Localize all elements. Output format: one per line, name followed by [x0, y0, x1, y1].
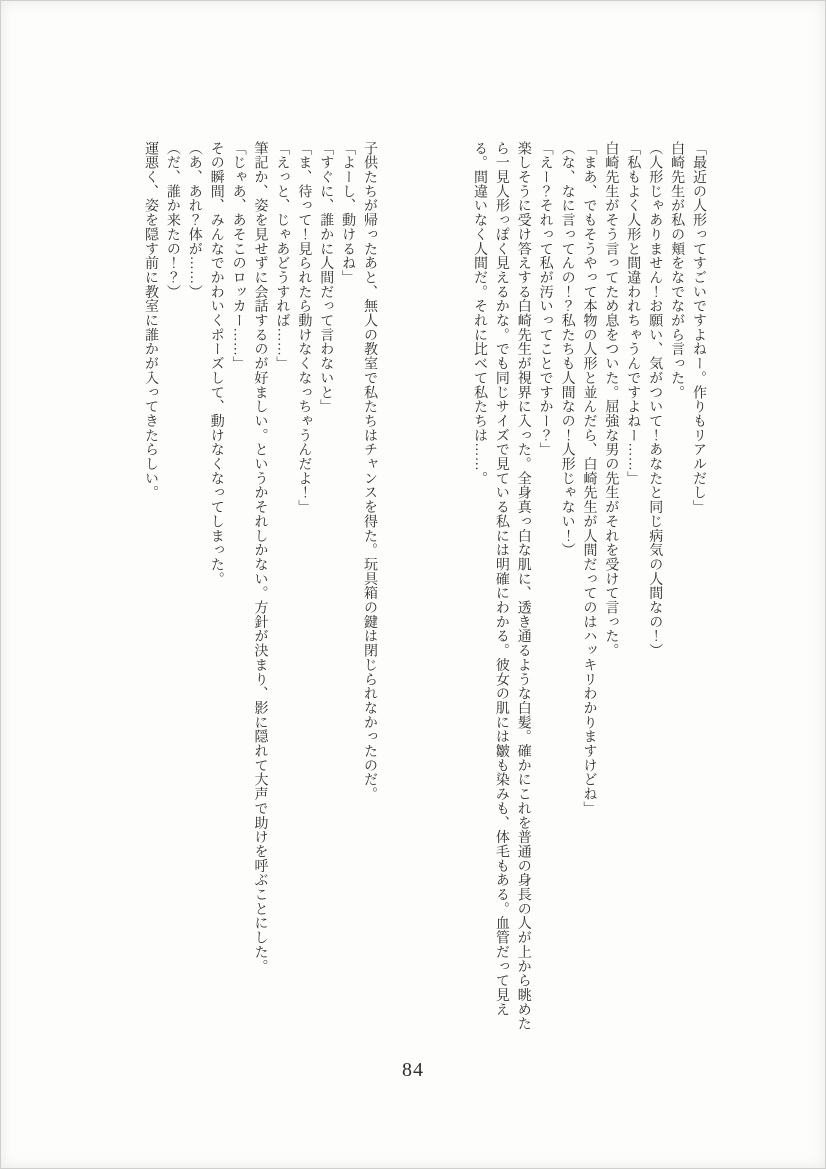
- paragraph: 白崎先生が私の頬をなでながら言った。: [669, 141, 685, 400]
- paragraph: （だ、誰か来たの！？）: [164, 141, 180, 299]
- paragraph: 「最近の人形ってすごいですよねー。作りもリアルだし」: [691, 141, 706, 515]
- paragraph: 白崎先生がそう言ってため息をついた。屈強な男の先生がそれを受けて言った。: [603, 141, 619, 658]
- paragraph: その瞬間、みんなでかわいくポーズして、動けなくなってしまった。: [208, 141, 224, 586]
- paragraph: 「まあ、でもそうやって本物の人形と並んだら、白崎先生が人間だってのはハッキリわかりますけどね」: [581, 141, 597, 816]
- paragraph: 「よーし、動けるね」: [340, 141, 356, 285]
- paragraph: 「私もよく人形と間違われちゃうんですよねー……」: [625, 141, 641, 486]
- text-section-after-school-scene: [139, 141, 380, 1045]
- paragraph: 「じゃあ、あそこのロッカー……」: [230, 141, 246, 371]
- paragraph: 「ま、待って！見られたら動けなくなっちゃうんだよ！」: [296, 141, 312, 515]
- paragraph: （あ、あれ？体が……）: [186, 141, 202, 299]
- paragraph: 楽しそうに受け答えする白崎先生が視界に入った。全身真っ白な肌に、透き通るような白髪。確かにこれを普通の身長の人が上から眺めたら一見人形っぽく見えるかな。でも同じサイズで見ている私には明確にわかる。彼女の肌には皺も染みも、体毛もある。血管だって見える。間違いなく人間だ。それに比べて私たちは……。: [471, 141, 531, 1031]
- paragraph: （な、なに言ってんの！？私たちも人間なの！人形じゃない！）: [559, 141, 575, 558]
- paragraph: 運悪く、姿を隠す前に教室に誰かが入ってきたらしい。: [142, 141, 158, 500]
- paragraph: 「えっと、じゃあどうすれば……」: [274, 141, 290, 371]
- paragraph: 筆記か、姿を見せずに会話するのが好ましい。というかそれしかない。方針が決まり、影に隠れて大声で助けを呼ぶことにした。: [252, 141, 268, 974]
- paragraph: 「すぐに、誰かに人間だって言わないと」: [318, 141, 334, 414]
- page-number: 84: [402, 1059, 424, 1081]
- paragraph: （人形じゃありません！お願い、気がついて！あなたと同じ病気の人間なの！）: [647, 141, 663, 658]
- paragraph: 「えー？それって私が汚いってことですかー？」: [537, 141, 553, 457]
- text-section-classroom-scene: [468, 141, 709, 1045]
- vertical-text-block: [139, 141, 709, 1045]
- paragraph: 子供たちが帰ったあと、無人の教室で私たちはチャンスを得た。玩具箱の鍵は閉じられなかったのだ。: [362, 141, 378, 802]
